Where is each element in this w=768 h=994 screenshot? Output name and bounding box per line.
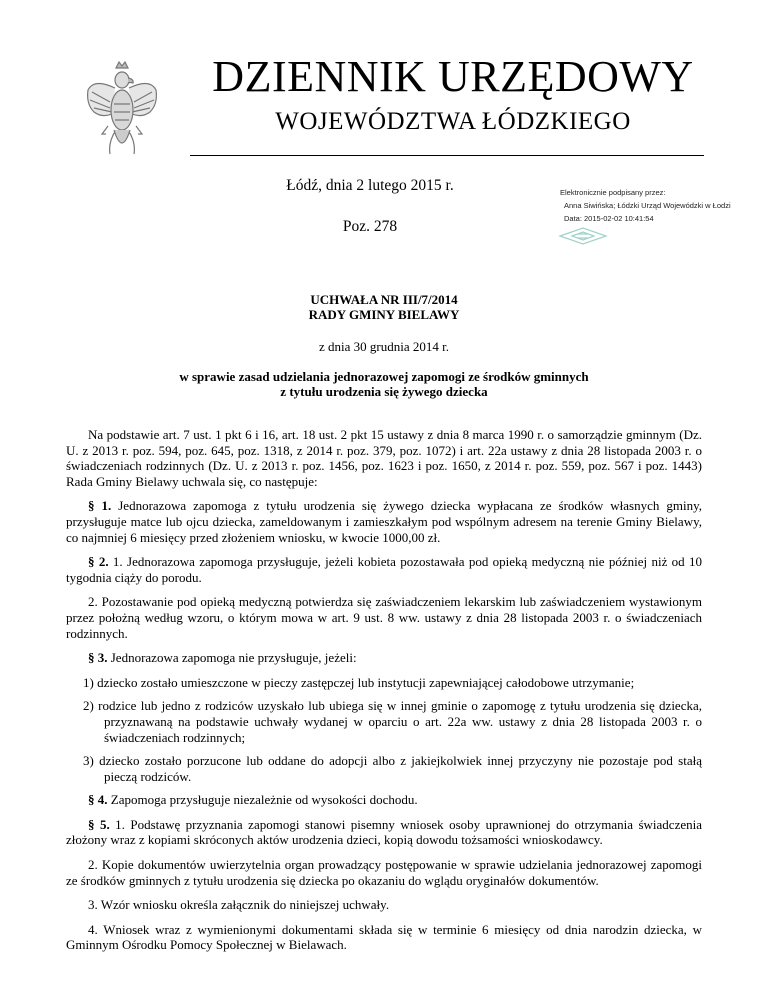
position-number: Poz. 278 [342, 218, 398, 235]
list-item: 3) dziecko zostało porzucone lub oddane do adopcji albo z jakiejkolwiek innej przyczyny nie pozostaje pod stałą pieczą rodziców. [83, 753, 702, 784]
electronic-signature [560, 186, 760, 225]
polish-eagle-emblem [84, 60, 160, 160]
section-4 [66, 792, 702, 808]
section-2 [66, 554, 702, 585]
resolution-number: UCHWAŁA NR III/7/2014 [310, 292, 458, 307]
section-3-label: § 3. [88, 650, 108, 666]
section-2-paragraph-2: 2. Pozostawanie pod opieką medyczną potwierdza się zaświadczeniem lekarskim lub zaświadczeniem wystawionym przez położną według wzoru, o którym mowa w art. 9 ust. 8 ww. ustawy z dnia 28 listopada 2003 r. o świadczeniach rodzinnych. [66, 594, 702, 641]
section-3-list [66, 675, 702, 785]
header-divider [190, 155, 704, 156]
resolution-council: RADY GMINY BIELAWY [308, 307, 460, 322]
publication-date: Łódź, dnia 2 lutego 2015 r. [286, 177, 454, 194]
signature-label: Elektronicznie podpisany przez: [560, 188, 666, 197]
section-2-text: 1. Jednorazowa zapomoga przysługuje, jeżeli kobieta pozostawała pod opieką medyczną nie później niż od 10 tygodnia ciąży do porodu. [66, 554, 703, 585]
preamble: Na podstawie art. 7 ust. 1 pkt 6 i 16, art. 18 ust. 2 pkt 15 ustawy z dnia 8 marca 1990 r. o samorządzie gminnym (Dz. U. z 2013 r. poz. 594, poz. 645, poz. 1318, z 2014 r. poz. 379, poz. 1072) i art. 22a ustawy z dnia 28 listopada 2003 r. o świadczeniach rodzinnych (Dz. U. z 2013 r. poz. 1456, poz. 1623 i poz. 1650, z 2014 r. poz. 559, poz. 567 i poz. 1443) Rada Gminy Bielawy uchwala się, co następuje: [66, 427, 702, 489]
section-2-label: § 2. [88, 554, 109, 570]
section-1-label: § 1. [88, 498, 112, 514]
section-3-text: Jednorazowa zapomoga nie przysługuje, jeżeli: [107, 650, 357, 666]
list-item: 2) rodzice lub jedno z rodziców uzyskało lub ubiega się w innej gminie o zapomogę z tytułu urodzenia się dziecka, przyznawaną na podstawie uchwały wydanej w oparciu o art. 22a ww. ustawy z dnia 28 listopada 2003 r. o świadczeniach rodzinnych; [83, 698, 702, 745]
signature-verification-icon [558, 227, 608, 245]
section-1-text: Jednorazowa zapomoga z tytułu urodzenia się żywego dziecka wypłacana ze środków własnych gminy, przysługuje matce lub ojcu dziecka, zameldowanym i zamieszkałym pod wspólnym adresem na terenie Gminy Bielawy, co najmniej 6 miesięcy przed złożeniem wniosku, w kwocie 1000,00 zł. [66, 498, 702, 545]
section-3 [66, 650, 702, 666]
section-5-paragraph-2: 2. Kopie dokumentów uwierzytelnia organ prowadzący postępowanie w sprawie udzielania jednorazowej zapomogi ze środków gminnych z tytułu urodzenia się dziecka po okazaniu do wglądu oryginałów dokumentów. [66, 857, 702, 888]
section-5-label: § 5. [88, 816, 110, 832]
list-item: 1) dziecko zostało umieszczone w pieczy zastępczej lub instytucji zapewniającej całodobowe utrzymanie; [83, 674, 635, 690]
resolution-heading [0, 292, 768, 322]
section-5-paragraph-3: 3. Wzór wniosku określa załącznik do niniejszej uchwały. [88, 897, 390, 913]
section-5-text: 1. Podstawę przyznania zapomogi stanowi pisemny wniosek osoby uprawnionej do otrzymania świadczenia złożony wraz z kopiami skróconych aktów urodzenia dzieci, kopią dowodu tożsamości wnioskodawcy. [66, 816, 702, 848]
resolution-date: z dnia 30 grudnia 2014 r. [319, 339, 449, 354]
signature-date: Data: 2015-02-02 10:41:54 [564, 214, 654, 223]
section-4-label: § 4. [88, 792, 108, 808]
section-4-text: Zapomoga przysługuje niezależnie od wysokości dochodu. [107, 792, 418, 808]
journal-subtitle: WOJEWÓDZTWA ŁÓDZKIEGO [275, 108, 631, 135]
section-5-paragraph-4: 4. Wniosek wraz z wymienionymi dokumentami składa się w terminie 6 miesięcy od dnia narodzin dziecka, w Gminnym Ośrodku Pomocy Społecznej w Bielawach. [66, 921, 702, 953]
document-body [66, 427, 702, 962]
resolution-subject [0, 369, 768, 399]
journal-title: DZIENNIK URZĘDOWY [212, 52, 694, 101]
subject-line-2: z tytułu urodzenia się żywego dziecka [280, 384, 488, 399]
signature-signer: Anna Siwińska; Łódzki Urząd Wojewódzki w Łodzi [564, 201, 731, 210]
section-1 [66, 498, 702, 545]
section-5 [66, 817, 702, 848]
subject-line-1: w sprawie zasad udzielania jednorazowej zapomogi ze środków gminnych [179, 369, 589, 384]
